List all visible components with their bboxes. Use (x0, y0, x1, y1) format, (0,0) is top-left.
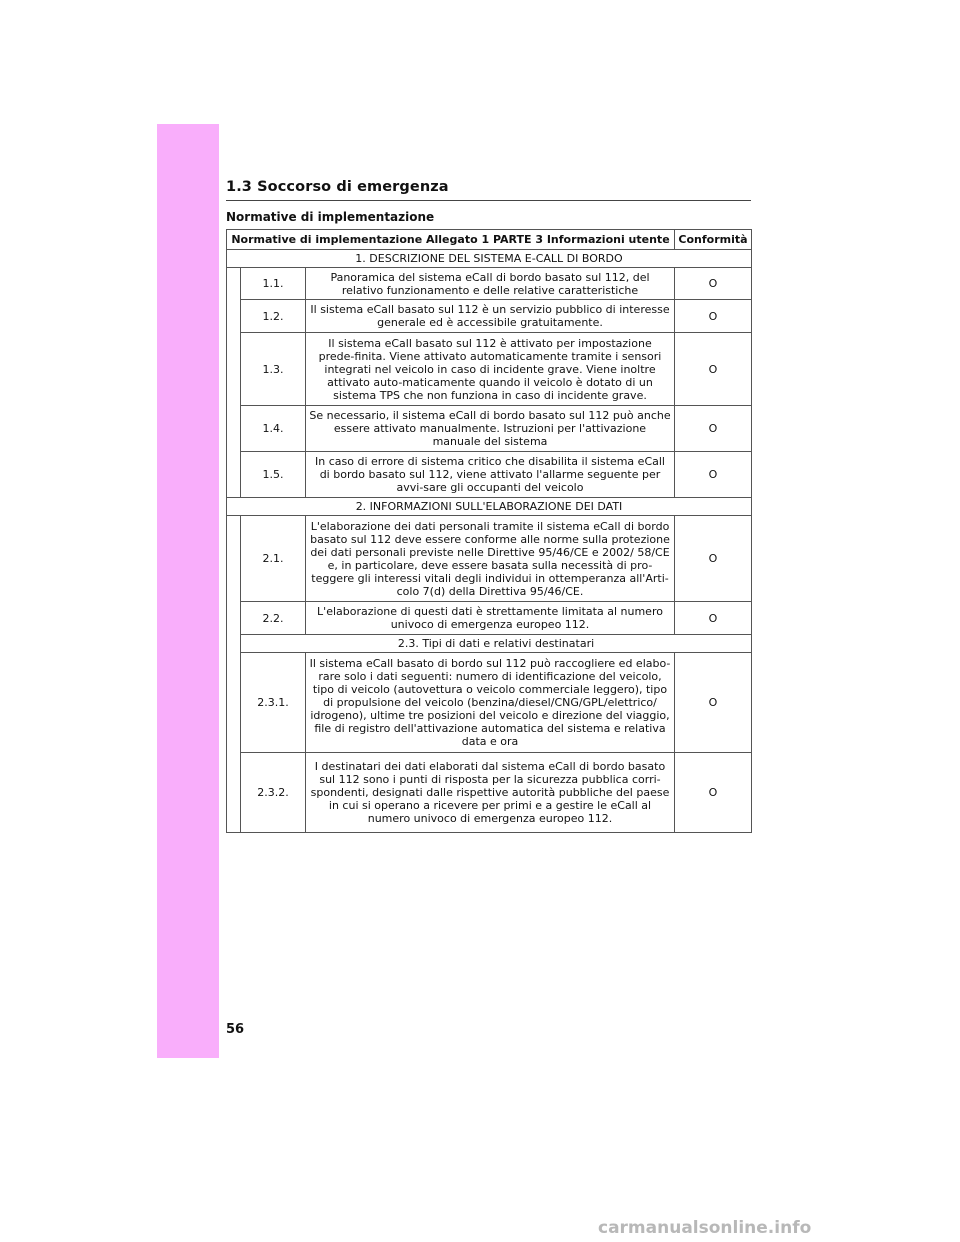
table-row (227, 333, 752, 406)
table-header-row (227, 230, 752, 250)
indent-cell (227, 516, 241, 833)
row-conformity: O (675, 452, 752, 498)
subgroup-title-row (227, 635, 752, 653)
page-number: 56 (226, 1022, 245, 1037)
row-conformity: O (675, 516, 752, 602)
row-text: Se necessario, il sistema eCall di bordo basato sul 112 può anche essere attivato manualmente. Istruzioni per l'attivazione manuale del sistema (306, 406, 675, 452)
row-conformity: O (675, 406, 752, 452)
row-number: 1.1. (241, 268, 306, 300)
table-row (227, 268, 752, 300)
indent-cell (227, 268, 241, 498)
group-title-row (227, 250, 752, 268)
row-text: L'elaborazione dei dati personali tramite il sistema eCall di bordo basato sul 112 deve essere conforme alle norme sulla protezione dei dati personali previste nelle Direttive 95/46/CE e 2002/ 58/CE e, in particolare, deve essere basata sulla necessità di pro-teggere gli interessi vitali degli individui in ottemperanza all'Arti-colo 7(d) della Direttiva 95/46/CE. (306, 516, 675, 602)
row-number: 1.2. (241, 300, 306, 333)
row-text: Il sistema eCall basato di bordo sul 112 può raccogliere ed elabo-rare solo i dati seguenti: numero di identificazione del veicolo, tipo di veicolo (autovettura o veicolo commerciale leggero), tipo di propulsione del veicolo (benzina/diesel/CNG/GPL/elettrico/ idrogeno), ultime tre posizioni del veicolo e direzione del viaggio, file di registro dell'attivazione automatica del sistema e relativa data e ora (306, 653, 675, 753)
table-row (227, 516, 752, 602)
row-number: 1.4. (241, 406, 306, 452)
table-row (227, 602, 752, 635)
section-divider (226, 200, 751, 201)
row-conformity: O (675, 268, 752, 300)
row-text: Il sistema eCall basato sul 112 è un servizio pubblico di interesse generale ed è accessibile gratuitamente. (306, 300, 675, 333)
row-number: 2.3.2. (241, 753, 306, 833)
group2-title: 2. INFORMAZIONI SULL'ELABORAZIONE DEI DATI (227, 498, 752, 516)
table-row (227, 300, 752, 333)
row-number: 2.2. (241, 602, 306, 635)
table-row (227, 753, 752, 833)
row-text: Panoramica del sistema eCall di bordo basato sul 112, del relativo funzionamento e delle relative caratteristiche (306, 268, 675, 300)
regulations-table (226, 229, 752, 833)
row-conformity: O (675, 753, 752, 833)
table-row (227, 406, 752, 452)
row-conformity: O (675, 300, 752, 333)
row-text: I destinatari dei dati elaborati dal sistema eCall di bordo basato sul 112 sono i punti di risposta per la sicurezza pubblica corri-spondenti, designati dalle rispettive autorità pubbliche del paese in cui si operano a ricevere per primi e a gestire le eCall al numero univoco di emergenza europeo 112. (306, 753, 675, 833)
row-number: 2.3.1. (241, 653, 306, 753)
row-text: In caso di errore di sistema critico che disabilita il sistema eCall di bordo basato sul 112, viene attivato l'allarme seguente per avvi-sare gli occupanti del veicolo (306, 452, 675, 498)
subgroup-title: 2.3. Tipi di dati e relativi destinatari (241, 635, 752, 653)
row-conformity: O (675, 333, 752, 406)
chapter-side-tab (157, 124, 219, 1058)
row-text: Il sistema eCall basato sul 112 è attivato per impostazione prede-finita. Viene attivato automaticamente tramite i sensori integrati nel veicolo in caso di incidente grave. Viene inoltre attivato auto-maticamente quando il veicolo è dotato di un sistema TPS che non funziona in caso di incidente grave. (306, 333, 675, 406)
subheading: Normative di implementazione (226, 210, 435, 224)
row-conformity: O (675, 653, 752, 753)
row-conformity: O (675, 602, 752, 635)
table-row (227, 452, 752, 498)
row-number: 1.5. (241, 452, 306, 498)
group-title-row (227, 498, 752, 516)
row-text: L'elaborazione di questi dati è strettamente limitata al numero univoco di emergenza europeo 112. (306, 602, 675, 635)
table-row (227, 653, 752, 753)
group1-title: 1. DESCRIZIONE DEL SISTEMA E-CALL DI BORDO (227, 250, 752, 268)
row-number: 1.3. (241, 333, 306, 406)
watermark: carmanualsonline.info (598, 1218, 812, 1238)
row-number: 2.1. (241, 516, 306, 602)
header-conformity: Conformità (675, 230, 752, 250)
section-title: 1.3 Soccorso di emergenza (226, 179, 449, 195)
header-regulation: Normative di implementazione Allegato 1 PARTE 3 Informazioni utente (227, 230, 675, 250)
